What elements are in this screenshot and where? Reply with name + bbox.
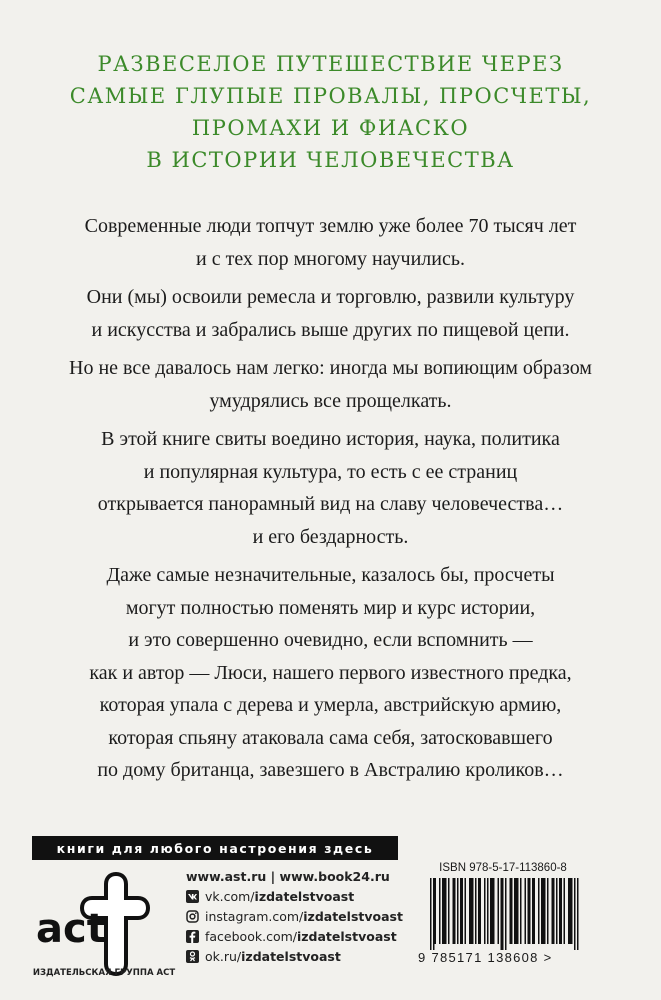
barcode-bar — [435, 878, 437, 944]
tagline-line: РАЗВЕСЕЛОЕ ПУТЕШЕСТВИЕ ЧЕРЕЗ — [97, 52, 564, 76]
text-line: и его бездарность. — [252, 525, 409, 548]
barcode-bar — [433, 878, 435, 950]
barcode-image — [424, 878, 584, 950]
barcode-bar — [457, 878, 459, 944]
odnoklassniki-icon — [186, 950, 199, 963]
barcode-bar — [439, 878, 441, 944]
text-line: открывается панорамный вид на славу человечества… — [97, 493, 564, 515]
instagram-prefix: instagram.com/ — [205, 908, 304, 924]
barcode-bar — [561, 878, 563, 944]
barcode-bar — [553, 878, 555, 944]
instagram-handle: izdatelstvoast — [303, 908, 403, 924]
barcode-bar — [525, 878, 527, 944]
barcode-bar — [460, 878, 462, 944]
barcode-bar — [472, 878, 474, 944]
tagline-line: САМЫЕ ГЛУПЫЕ ПРОВАЛЫ, ПРОСЧЕТЫ, — [69, 84, 592, 108]
ok-link[interactable] — [186, 946, 416, 966]
barcode-bar — [529, 878, 531, 944]
barcode-bar — [498, 878, 500, 944]
paragraph — [0, 423, 661, 553]
ast-logo — [30, 868, 170, 978]
barcode-bar — [516, 878, 518, 944]
text-line: и популярная культура, то есть с ее страниц — [143, 460, 518, 483]
vk-prefix: vk.com/ — [205, 888, 255, 904]
barcode-bar — [502, 878, 504, 950]
facebook-prefix: facebook.com/ — [205, 928, 297, 944]
barcode-bar — [492, 878, 494, 944]
barcode-block — [418, 862, 588, 974]
barcode-bar — [475, 878, 477, 944]
barcode-bar — [570, 878, 572, 944]
barcode-bar — [493, 878, 495, 944]
barcode-bar — [510, 878, 512, 944]
barcode-bar — [453, 878, 455, 944]
barcode-bar — [478, 878, 480, 944]
vk-link[interactable] — [186, 886, 416, 906]
text-line: Но не все давалось нам легко: иногда мы вопиющим образом — [69, 357, 592, 379]
paragraph — [0, 210, 661, 275]
annotation-text — [0, 210, 661, 793]
barcode-bar — [544, 878, 546, 944]
text-line: и искусства и забрались выше других по пищевой цепи. — [91, 318, 570, 341]
vk-handle: izdatelstvoast — [254, 888, 355, 904]
publisher-name: ИЗДАТЕЛЬСКАЯ ГРУППА АСТ — [32, 968, 176, 978]
text-line: которая спьяну атаковала сама себя, затосковавшего — [108, 726, 553, 749]
barcode-bar — [480, 878, 482, 944]
barcode-bar — [543, 878, 545, 944]
barcode-bar — [514, 878, 516, 944]
text-line: В этой книге свиты воедино история, наука, политика — [101, 428, 560, 450]
barcode-bar — [454, 878, 456, 944]
text-line: могут полностью поменять мир и курс истории, — [125, 596, 536, 619]
barcode-bar — [564, 878, 566, 944]
text-line: и это совершенно очевидно, если вспомнить — — [128, 629, 533, 651]
ok-prefix: ok.ru/ — [205, 948, 242, 964]
barcode-bar — [430, 878, 432, 950]
websites-link[interactable] — [186, 866, 416, 886]
websites-text: www.ast.ru | www.book24.ru — [186, 868, 390, 884]
facebook-link[interactable] — [186, 926, 416, 946]
barcode-bar — [484, 878, 486, 944]
barcode-bar — [465, 878, 467, 944]
text-line: и с тех пор многому научились. — [196, 247, 465, 270]
ok-handle: izdatelstvoast — [241, 948, 341, 964]
barcode-bar — [574, 878, 576, 950]
instagram-link[interactable] — [186, 906, 416, 926]
banner-text: книги для любого настроения здесь — [56, 840, 374, 856]
barcode-bar — [559, 878, 561, 944]
cover-tagline — [0, 48, 661, 176]
barcode-bar — [445, 878, 447, 944]
vk-icon — [186, 890, 199, 903]
text-line: Даже самые незначительные, казалось бы, просчеты — [106, 564, 555, 586]
barcode-bar — [538, 878, 540, 944]
barcode-bar — [487, 878, 489, 944]
publisher-links — [186, 866, 416, 966]
text-line: которая упала с дерева и умерла, австрийскую армию, — [99, 694, 562, 716]
barcode-bar — [528, 878, 530, 944]
barcode-bar — [490, 878, 492, 944]
barcode-bar — [517, 878, 519, 944]
ean-digits: 9 785171 138608 > — [418, 950, 553, 965]
barcode-bar — [501, 878, 503, 950]
facebook-handle: izdatelstvoast — [296, 928, 397, 944]
instagram-icon — [186, 910, 199, 923]
barcode-bar — [444, 878, 446, 944]
barcode-bar — [568, 878, 570, 944]
logo-text: act — [36, 906, 106, 952]
text-line: как и автор — Люси, нашего первого известного предка, — [89, 661, 572, 684]
barcode-bar — [541, 878, 543, 944]
barcode-bar — [534, 878, 536, 944]
barcode-bar — [577, 878, 579, 950]
barcode-bar — [532, 878, 534, 944]
barcode-bar — [556, 878, 558, 944]
tagline-line: ПРОМАХИ И ФИАСКО — [191, 116, 470, 140]
text-line: умудрялись все прощелкать. — [209, 389, 452, 412]
text-line: по дому британца, завезшего в Австралию кроликов… — [97, 759, 564, 781]
barcode-bar — [469, 878, 471, 944]
barcode-bar — [571, 878, 573, 944]
barcode-bar — [511, 878, 513, 944]
barcode-bar — [547, 878, 549, 944]
paragraph — [0, 352, 661, 417]
barcode-bar — [462, 878, 464, 944]
barcode-bar — [505, 878, 507, 950]
text-line: Они (мы) освоили ремесла и торговлю, развили культуру — [86, 286, 575, 308]
tagline-line: В ИСТОРИИ ЧЕЛОВЕЧЕСТВА — [146, 148, 515, 172]
text-line: Современные люди топчут землю уже более 70 тысяч лет — [84, 215, 577, 237]
facebook-icon — [186, 930, 199, 943]
barcode-bar — [520, 878, 522, 944]
barcode-bar — [442, 878, 444, 944]
isbn-text: ISBN 978-5-17-113860-8 — [439, 862, 567, 874]
barcode-bar — [552, 878, 554, 944]
barcode-bar — [448, 878, 450, 944]
paragraph — [0, 559, 661, 787]
paragraph — [0, 281, 661, 346]
promo-banner — [32, 836, 398, 860]
barcode-bar — [471, 878, 473, 944]
